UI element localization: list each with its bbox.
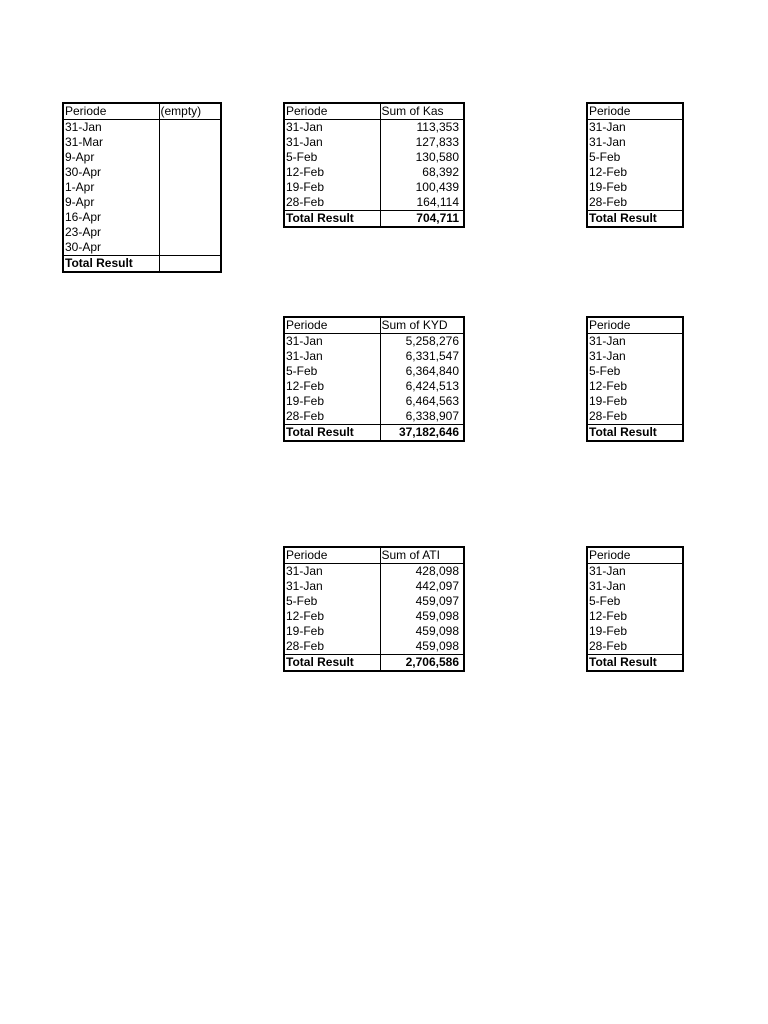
value-cell: 113,353 [416,120,459,134]
row-label-cell: 9-Apr [63,150,159,165]
table-header-row [63,103,221,120]
table-row [587,349,683,364]
row-label-cell: 31-Jan [63,120,159,136]
total-result-row [587,211,683,228]
total-result-row [587,425,683,442]
row-label-cell: Total Result [284,655,380,672]
table-row [63,165,221,180]
row-label-cell: 31-Jan [589,564,626,578]
row-label-cell: Total Result [587,211,683,228]
pivot-table-periode-3 [586,546,684,672]
row-label-cell: 5-Feb [284,150,380,165]
total-result-row [284,655,464,672]
table-row [284,579,464,594]
row-label-cell: 28-Feb [284,409,380,425]
pivot-table-sum-of-kyd [283,316,465,442]
value-cell: 459,098 [415,609,459,623]
table-row [63,225,221,240]
row-label-cell: Total Result [284,211,380,228]
value-cell: 442,097 [415,579,459,593]
value-cell: 6,364,840 [405,364,459,378]
row-label-cell: 30-Apr [63,165,159,180]
table-row [587,564,683,580]
value-cell: 6,338,907 [405,409,459,423]
row-label-cell: 19-Feb [589,394,628,408]
table-row [587,379,683,394]
row-label-cell: 30-Apr [63,240,159,256]
table-row [587,394,683,409]
value-cell [159,135,221,150]
table-row [284,409,464,425]
value-cell [159,240,221,256]
row-label-cell: Periode [284,103,380,120]
row-label-cell: Total Result [587,655,683,672]
table-row [284,165,464,180]
pivot-table-empty [62,102,222,273]
table-header-row [587,317,683,334]
table-row [284,624,464,639]
table-row [63,135,221,150]
table-row [63,210,221,225]
value-cell: 130,580 [415,150,459,164]
row-label-cell: 5-Feb [284,364,380,379]
table-row [284,120,464,136]
table-row [587,195,683,211]
table-header-row [284,317,464,334]
row-label-cell: 1-Apr [63,180,159,195]
value-cell: Sum of KYD [380,317,464,334]
row-label-cell: 31-Mar [63,135,159,150]
table-row [284,394,464,409]
table-row [284,564,464,580]
value-cell [159,150,221,165]
row-label-cell: 12-Feb [284,609,380,624]
row-label-cell: 31-Jan [284,135,380,150]
table-row [284,609,464,624]
total-result-row [284,425,464,442]
table-row [284,150,464,165]
table-row [284,135,464,150]
table-row [587,624,683,639]
value-cell: 459,097 [415,594,459,608]
table-row [63,120,221,136]
value-cell: 68,392 [422,165,459,179]
row-label-cell: Periode [587,547,683,564]
table-header-row [284,103,464,120]
table-header-row [587,103,683,120]
table-row [284,349,464,364]
row-label-cell: 28-Feb [589,195,628,209]
table-row [63,195,221,210]
value-cell: 37,182,646 [380,425,464,442]
value-cell [159,195,221,210]
value-cell: 127,833 [415,135,459,149]
row-label-cell: 19-Feb [589,624,628,638]
row-label-cell: 31-Jan [284,334,380,350]
table-row [63,180,221,195]
table-row [63,240,221,256]
table-row [587,364,683,379]
row-label-cell: 31-Jan [589,334,626,348]
row-label-cell: Total Result [63,256,159,273]
value-cell [159,180,221,195]
pivot-table-periode-1 [586,102,684,228]
row-label-cell: 12-Feb [284,379,380,394]
row-label-cell: 31-Jan [589,349,626,363]
table-row [587,594,683,609]
row-label-cell: 19-Feb [284,624,380,639]
table-row [587,609,683,624]
row-label-cell: 31-Jan [284,579,380,594]
value-cell [159,120,221,136]
row-label-cell: 31-Jan [284,120,380,136]
value-cell: 5,258,276 [405,334,459,348]
row-label-cell: 28-Feb [589,409,628,423]
value-cell: 704,711 [380,211,464,228]
row-label-cell: 31-Jan [284,564,380,580]
row-label-cell: Periode [587,317,683,334]
row-label-cell: Periode [587,103,683,120]
row-label-cell: 28-Feb [284,195,380,211]
value-cell: 459,098 [415,624,459,638]
value-cell [159,225,221,240]
row-label-cell: 28-Feb [284,639,380,655]
row-label-cell: 16-Apr [63,210,159,225]
row-label-cell: 5-Feb [589,594,621,608]
table-row [284,594,464,609]
row-label-cell: Total Result [587,425,683,442]
table-row [284,639,464,655]
row-label-cell: 5-Feb [589,364,621,378]
value-cell: 164,114 [416,195,459,209]
pivot-table-sum-of-ati [283,546,465,672]
table-row [284,334,464,350]
row-label-cell: 12-Feb [589,379,628,393]
table-row [587,639,683,655]
table-row [587,180,683,195]
value-cell: 6,424,513 [405,379,459,393]
row-label-cell: 28-Feb [589,639,628,653]
row-label-cell: Total Result [284,425,380,442]
pivot-table-periode-2 [586,316,684,442]
table-row [284,195,464,211]
total-result-row [587,655,683,672]
row-label-cell: 12-Feb [589,165,628,179]
row-label-cell: Periode [284,317,380,334]
row-label-cell: 12-Feb [589,609,628,623]
table-row [587,150,683,165]
row-label-cell: 31-Jan [589,120,626,134]
row-label-cell: 31-Jan [589,135,626,149]
value-cell: 428,098 [415,564,459,578]
table-row [587,409,683,425]
value-cell [159,210,221,225]
row-label-cell: 19-Feb [589,180,628,194]
value-cell: (empty) [159,103,221,120]
value-cell: 6,464,563 [405,394,459,408]
row-label-cell: 19-Feb [284,180,380,195]
value-cell: 2,706,586 [380,655,464,672]
pivot-table-sum-of-kas [283,102,465,228]
value-cell: 459,098 [415,639,459,653]
table-row [587,135,683,150]
total-result-row [63,256,221,273]
table-row [284,180,464,195]
value-cell [159,165,221,180]
table-row [587,579,683,594]
table-header-row [284,547,464,564]
row-label-cell: 5-Feb [284,594,380,609]
row-label-cell: Periode [284,547,380,564]
table-row [587,165,683,180]
row-label-cell: 19-Feb [284,394,380,409]
value-cell: Sum of ATI [380,547,464,564]
value-cell: 6,331,547 [405,349,459,363]
table-row [587,334,683,350]
row-label-cell: 31-Jan [589,579,626,593]
row-label-cell: 9-Apr [63,195,159,210]
row-label-cell: 12-Feb [284,165,380,180]
table-row [587,120,683,136]
row-label-cell: 31-Jan [284,349,380,364]
row-label-cell: 23-Apr [63,225,159,240]
row-label-cell: Periode [63,103,159,120]
total-result-row [284,211,464,228]
value-cell: 100,439 [415,180,459,194]
table-row [284,379,464,394]
value-cell [159,256,221,273]
table-row [63,150,221,165]
row-label-cell: 5-Feb [589,150,621,164]
table-header-row [587,547,683,564]
table-row [284,364,464,379]
value-cell: Sum of Kas [380,103,464,120]
